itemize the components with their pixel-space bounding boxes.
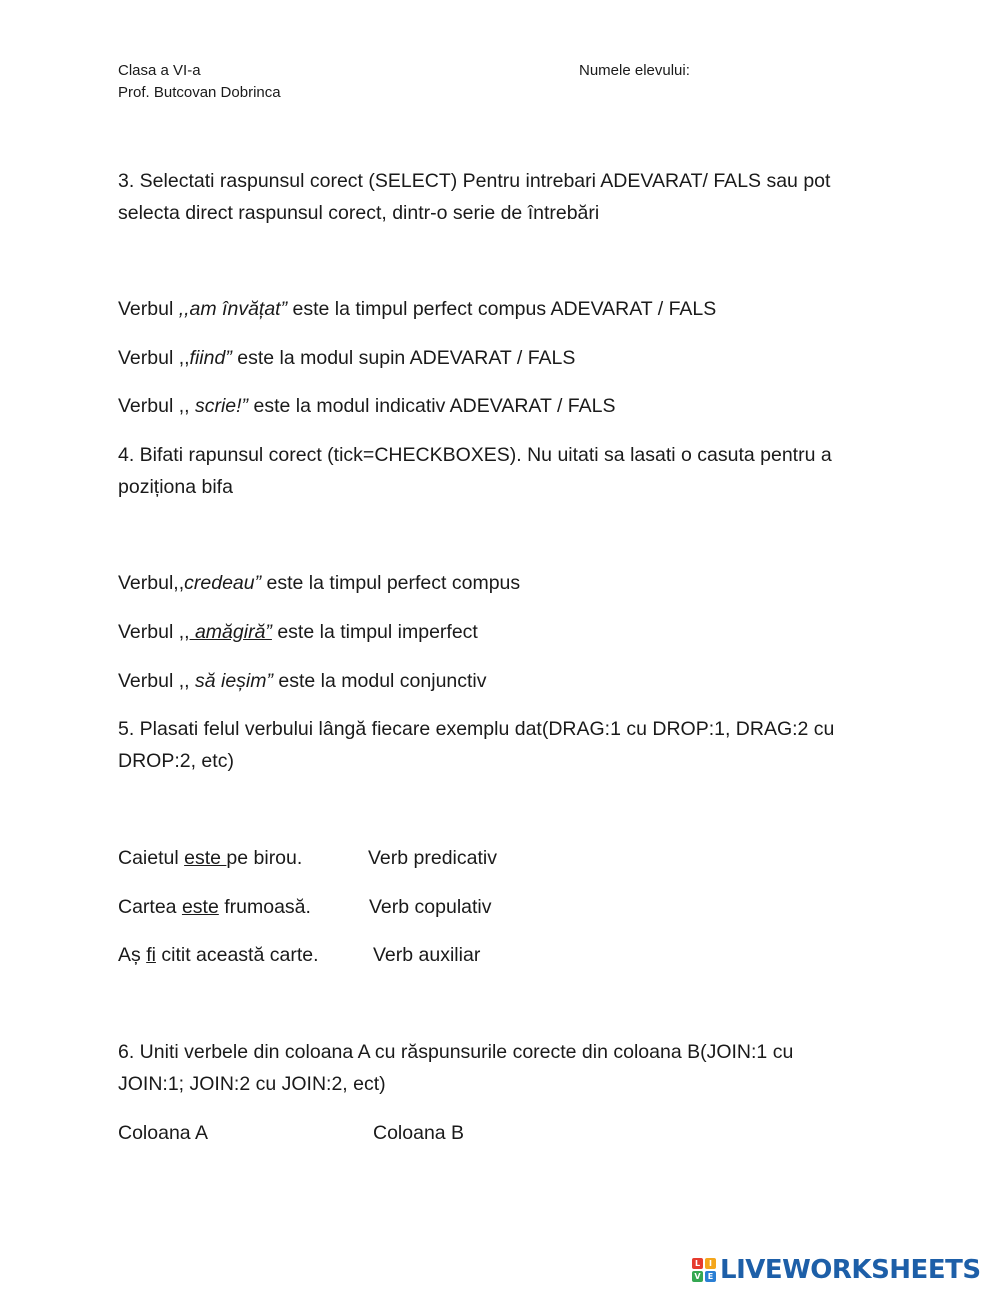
q6-column-b: Coloana B [373,1122,465,1144]
q3-item-3 [118,390,615,422]
class-label: Clasa a VI-a [118,62,201,79]
q4-item-3-verb: să ieșim” [194,670,273,692]
liveworksheets-logo [692,1252,981,1288]
badge-letter-i: I [705,1258,716,1269]
q5-row-2-type[interactable]: Verb copulativ [369,896,492,918]
q3-item-1-pre: Verbul [118,298,179,320]
student-name-label: Numele elevului: [579,62,690,79]
q5-row-3-verb: fi [146,944,156,966]
q4-item-3-pre: Verbul ,, [118,670,195,692]
q5-row-1-verb: este [184,847,227,869]
q5-row-2-pre: Cartea [118,896,182,918]
q4-item-3 [118,665,487,697]
q3-item-3-pre: Verbul ,, [118,395,195,417]
liveworksheets-badge-icon [692,1258,716,1282]
q4-instruction-line1: 4. Bifati rapunsul corect (tick=CHECKBOXES). Nu uitati sa lasati o casuta pentru a [118,444,832,466]
q3-item-1-verb: ,,am învățat” [178,298,288,320]
teacher-name: Prof. Butcovan Dobrinca [118,84,281,101]
badge-letter-l: L [692,1258,703,1269]
q6-instruction-line2: JOIN:1; JOIN:2 cu JOIN:2, ect) [118,1073,386,1095]
q5-row-1-post: pe birou. [226,847,303,869]
q5-instruction-line1: 5. Plasati felul verbului lângă fiecare exemplu dat(DRAG:1 cu DROP:1, DRAG:2 cu [118,718,835,740]
q4-item-1-verb: credeau” [184,572,262,594]
q4-item-1-post: este la timpul perfect compus [261,572,521,594]
q4-item-2-post: este la timpul imperfect [271,621,478,643]
q6-column-headers [118,1117,465,1149]
q4-instruction-line2: poziționa bifa [118,476,233,498]
q4-item-3-post: este la modul conjunctiv [272,670,487,692]
badge-letter-e: E [705,1271,716,1282]
q5-row-2-verb: este [181,896,219,918]
q5-row-3-type[interactable]: Verb auxiliar [373,944,481,966]
q5-row-3 [118,939,481,971]
q5-row-2 [118,891,492,923]
q3-item-2-pre: Verbul ,, [118,347,190,369]
q3-item-2 [118,342,575,374]
q3-item-3-verb: scrie!” [194,395,249,417]
q4-item-1 [118,567,520,599]
q3-instruction-line1: 3. Selectati raspunsul corect (SELECT) Pentru intrebari ADEVARAT/ FALS sau pot [118,170,831,192]
q4-item-1-pre: Verbul,, [118,572,185,594]
q5-row-2-post: frumoasă. [218,896,311,918]
q5-instruction-line2: DROP:2, etc) [118,750,234,772]
q6-instruction-line1: 6. Uniti verbele din coloana A cu răspunsurile corecte din coloana B(JOIN:1 cu [118,1041,794,1063]
q6-column-a: Coloana A [118,1122,208,1144]
q5-row-3-post: citit această carte. [155,944,319,966]
q3-item-2-post: este la modul supin ADEVARAT / FALS [231,347,576,369]
q3-item-2-verb: fiind” [189,347,232,369]
badge-letter-v: V [692,1271,703,1282]
q5-row-1 [118,842,497,874]
liveworksheets-wordmark: LIVEWORKSHEETS [720,1255,981,1285]
q5-row-1-pre: Caietul [118,847,185,869]
q3-item-1 [118,293,716,325]
q4-item-2 [118,616,478,648]
q3-instruction-line2: selecta direct raspunsul corect, dintr-o serie de întrebări [118,202,600,224]
q3-item-3-post: este la modul indicativ ADEVARAT / FALS [248,395,616,417]
q4-item-2-pre: Verbul ,, [118,621,190,643]
q3-item-1-post: este la timpul perfect compus ADEVARAT / FALS [287,298,717,320]
q5-row-1-type[interactable]: Verb predicativ [368,847,497,869]
q5-row-3-pre: Aș [118,944,147,966]
q4-item-2-verb: amăgiră” [189,621,272,643]
